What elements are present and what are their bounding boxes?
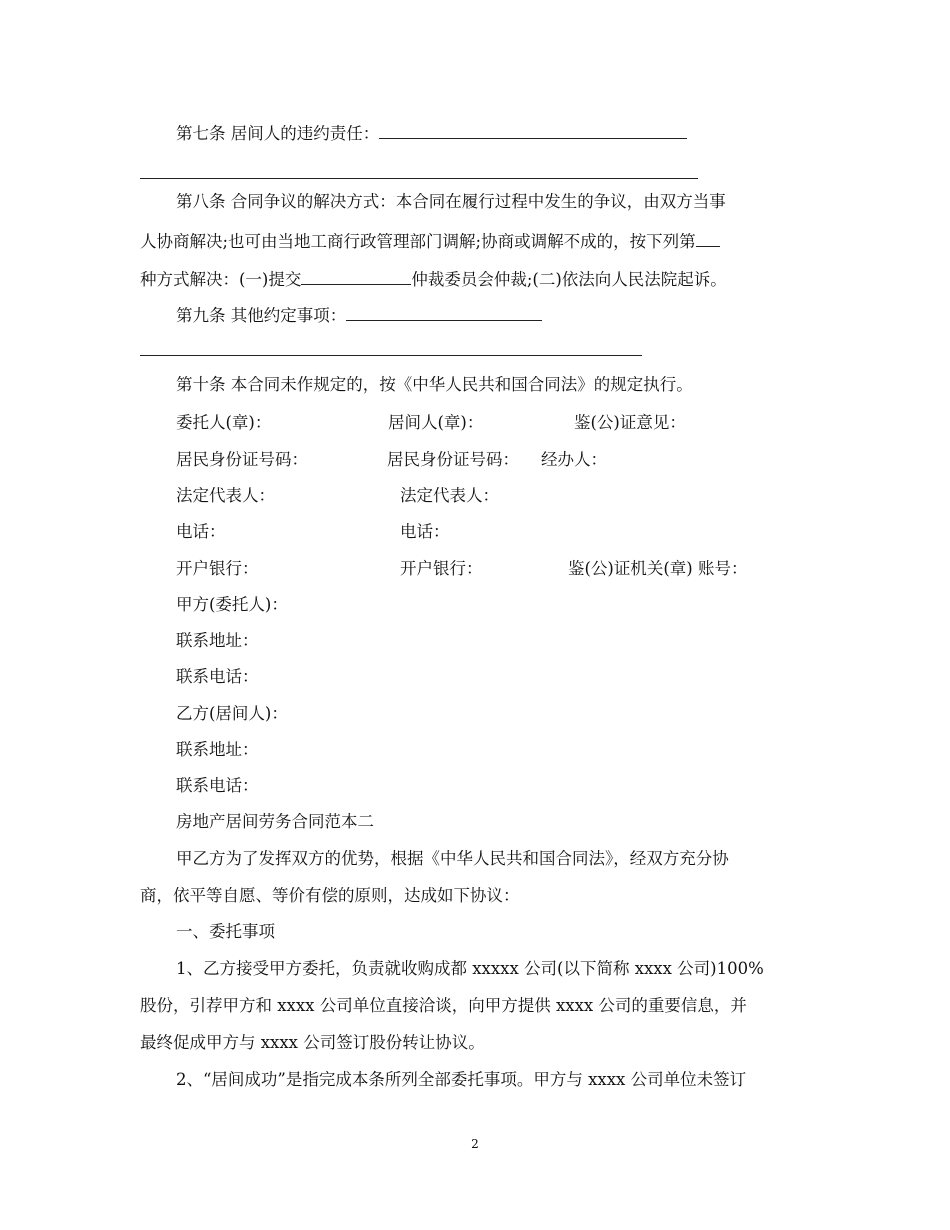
sample-2-title: 房地产居间劳务合同范本二 <box>176 812 374 831</box>
item-2-line-1: 2、“居间成功”是指完成本条所列全部委托事项。甲方与 xxxx 公司单位未签订 <box>176 1070 747 1089</box>
sign-client-id: 居民身份证号码： <box>176 450 308 469</box>
article-8-line-1: 第八条 合同争议的解决方式：本合同在履行过程中发生的争议，由双方当事 <box>176 192 726 211</box>
sign-client-bank: 开户银行： <box>176 559 259 578</box>
sign-broker-seal: 居间人(章)： <box>388 413 484 432</box>
party-b-phone: 联系电话： <box>176 776 259 795</box>
party-b-address: 联系地址： <box>176 740 259 759</box>
sign-broker-bank: 开户银行： <box>400 559 483 578</box>
item-1-line-2: 股份，引荐甲方和 xxxx 公司单位直接洽谈，向甲方提供 xxxx 公司的重要信息，并 <box>140 996 747 1015</box>
sample-2-preamble-line-2: 商，依平等自愿、等价有偿的原则，达成如下协议： <box>140 886 520 905</box>
sign-client-seal: 委托人(章)： <box>176 413 272 432</box>
party-a-address: 联系地址： <box>176 631 259 650</box>
article-8-line-3b: 仲裁委员会仲裁;(二)依法向人民法院起诉。 <box>411 270 727 289</box>
blank-underline <box>379 121 687 139</box>
article-8-line-2 <box>140 229 812 253</box>
sign-notary-office-account: 鉴(公)证机关(章) 账号： <box>568 559 748 578</box>
blank-rule-line <box>140 355 642 356</box>
blank-underline <box>696 229 720 247</box>
article-10: 第十条 本合同未作规定的，按《中华人民共和国合同法》的规定执行。 <box>176 375 693 394</box>
article-8-line-2-text: 人协商解决;也可由当地工商行政管理部门调解;协商或调解不成的，按下列第 <box>140 232 696 251</box>
sample-2-preamble-line-1: 甲乙方为了发挥双方的优势，根据《中华人民共和国合同法》，经双方充分协 <box>176 849 729 868</box>
article-8-line-3a: 种方式解决：(一)提交 <box>140 270 302 289</box>
sign-notary-opinion: 鉴(公)证意见： <box>574 413 686 432</box>
article-7 <box>176 121 812 145</box>
article-8-line-3 <box>140 267 812 291</box>
sign-handler: 经办人： <box>541 450 607 469</box>
item-1-line-1: 1、乙方接受甲方委托，负责就收购成都 xxxxx 公司(以下简称 xxxx 公司)100% <box>176 959 764 978</box>
page-number: 2 <box>471 1137 479 1151</box>
blank-underline <box>301 267 411 285</box>
article-9 <box>176 303 812 327</box>
blank-underline <box>346 303 542 321</box>
article-9-text: 第九条 其他约定事项： <box>176 306 347 325</box>
sign-broker-rep: 法定代表人： <box>400 486 499 505</box>
party-a-phone: 联系电话： <box>176 667 259 686</box>
party-a: 甲方(委托人)： <box>176 595 288 614</box>
sign-broker-phone: 电话： <box>400 522 450 541</box>
item-1-line-3: 最终促成甲方与 xxxx 公司签订股份转让协议。 <box>140 1033 485 1052</box>
sign-client-phone: 电话： <box>176 522 226 541</box>
party-b: 乙方(居间人)： <box>176 704 288 723</box>
sign-broker-id: 居民身份证号码： <box>387 450 519 469</box>
section-1-heading: 一、委托事项 <box>176 922 275 941</box>
blank-rule-line <box>140 178 698 179</box>
sign-client-rep: 法定代表人： <box>176 486 275 505</box>
article-7-text: 第七条 居间人的违约责任： <box>176 124 380 143</box>
